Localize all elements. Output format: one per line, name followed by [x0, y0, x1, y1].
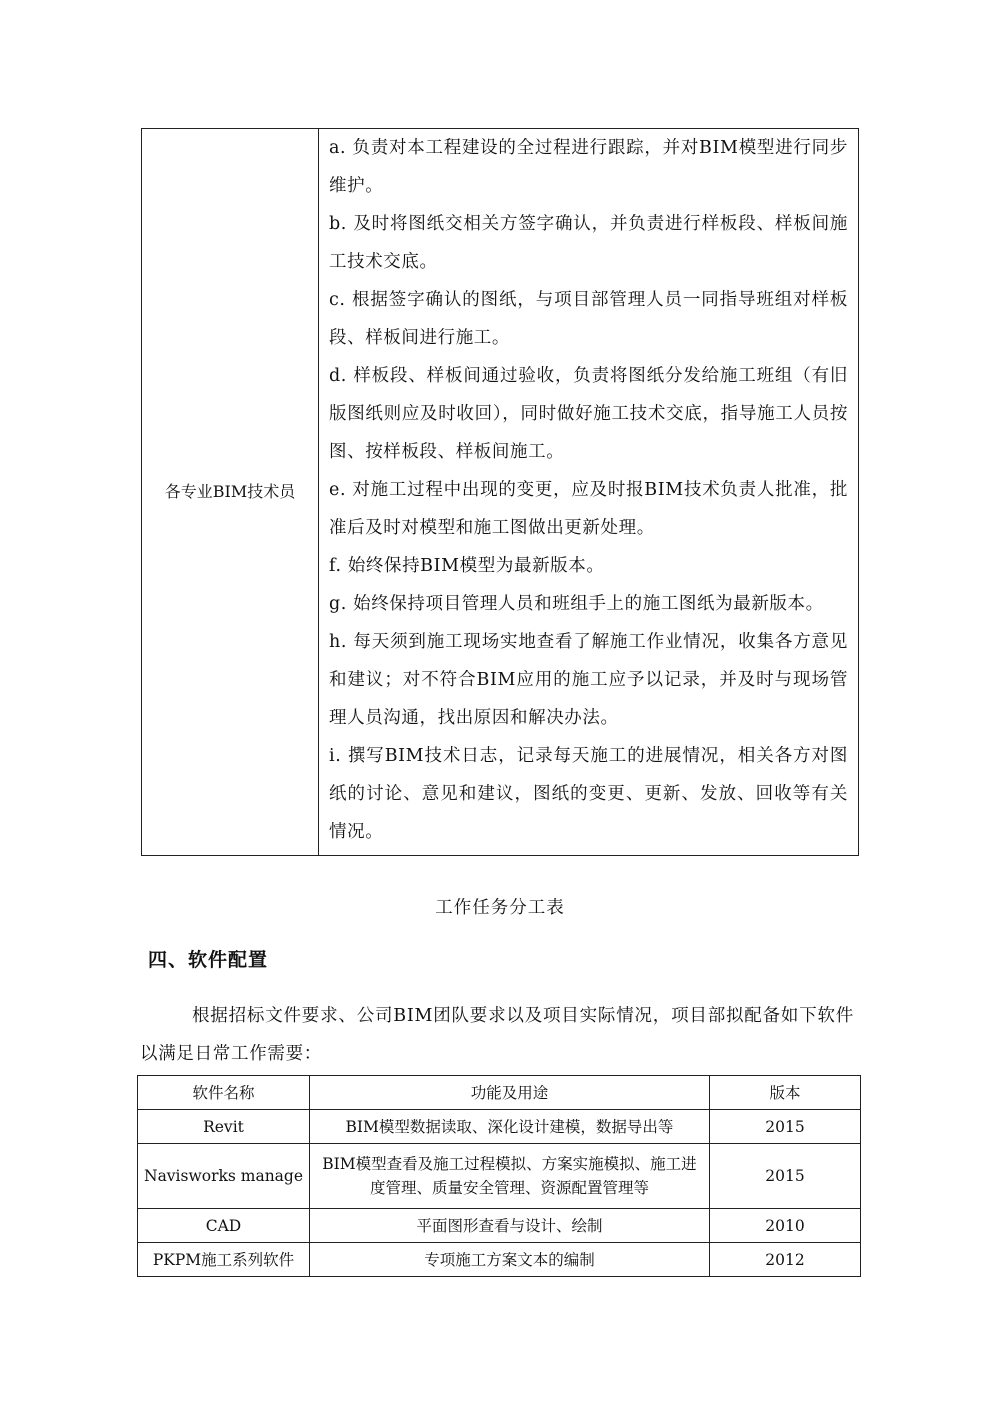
task-item-b: b. 及时将图纸交相关方签字确认，并负责进行样板段、样板间施工技术交底。	[329, 214, 848, 272]
task-item-h: h. 每天须到施工现场实地查看了解施工作业情况，收集各方意见和建议；对不符合BIM应用的施工应予以记录，并及时与现场管理人员沟通，找出原因和解决办法。	[329, 632, 848, 728]
task-item-c: c. 根据签字确认的图纸，与项目部管理人员一同指导班组对样板段、样板间进行施工。	[329, 290, 848, 348]
section-paragraph: 根据招标文件要求、公司BIM团队要求以及项目实际情况，项目部拟配备如下软件以满足日常工作需要：	[140, 1006, 854, 1064]
software-name: PKPM施工系列软件	[138, 1243, 310, 1277]
software-name: CAD	[138, 1209, 310, 1243]
software-function: 平面图形查看与设计、绘制	[310, 1209, 710, 1243]
duty-table	[141, 128, 859, 856]
task-item-d: d. 样板段、样板间通过验收，负责将图纸分发给施工班组（有旧版图纸则应及时收回），同时做好施工技术交底，指导施工人员按图、按样板段、样板间施工。	[329, 366, 848, 462]
duty-row	[142, 129, 859, 856]
section-heading: 四、软件配置	[148, 949, 269, 971]
header-function: 功能及用途	[310, 1076, 710, 1110]
table-row	[138, 1110, 861, 1144]
software-function: 专项施工方案文本的编制	[310, 1243, 710, 1277]
task-item-a: a. 负责对本工程建设的全过程进行跟踪，并对BIM模型进行同步维护。	[329, 138, 848, 196]
software-function: BIM模型数据读取、深化设计建模，数据导出等	[310, 1110, 710, 1144]
task-item-f: f. 始终保持BIM模型为最新版本。	[329, 556, 605, 576]
task-item-i: i. 撰写BIM技术日志，记录每天施工的进展情况，相关各方对图纸的讨论、意见和建议，图纸的变更、更新、发放、回收等有关情况。	[329, 746, 848, 842]
software-version: 2012	[710, 1243, 861, 1277]
software-version: 2015	[710, 1144, 861, 1209]
table-header-row	[138, 1076, 861, 1110]
table-row	[138, 1243, 861, 1277]
header-version: 版本	[710, 1076, 861, 1110]
header-software-name: 软件名称	[138, 1076, 310, 1110]
software-function: BIM模型查看及施工过程模拟、方案实施模拟、施工进度管理、质量安全管理、资源配置管理等	[310, 1144, 710, 1209]
software-version: 2015	[710, 1110, 861, 1144]
task-item-e: e. 对施工过程中出现的变更，应及时报BIM技术负责人批准，批准后及时对模型和施工图做出更新处理。	[329, 480, 848, 538]
table-row	[138, 1209, 861, 1243]
software-table	[137, 1075, 861, 1277]
tasks-cell	[319, 129, 859, 856]
role-cell: 各专业BIM技术员	[142, 129, 319, 856]
software-name: Revit	[138, 1110, 310, 1144]
software-version: 2010	[710, 1209, 861, 1243]
software-name: Navisworks manage	[138, 1144, 310, 1209]
table-row	[138, 1144, 861, 1209]
table-caption: 工作任务分工表	[435, 898, 565, 918]
task-item-g: g. 始终保持项目管理人员和班组手上的施工图纸为最新版本。	[329, 594, 824, 614]
